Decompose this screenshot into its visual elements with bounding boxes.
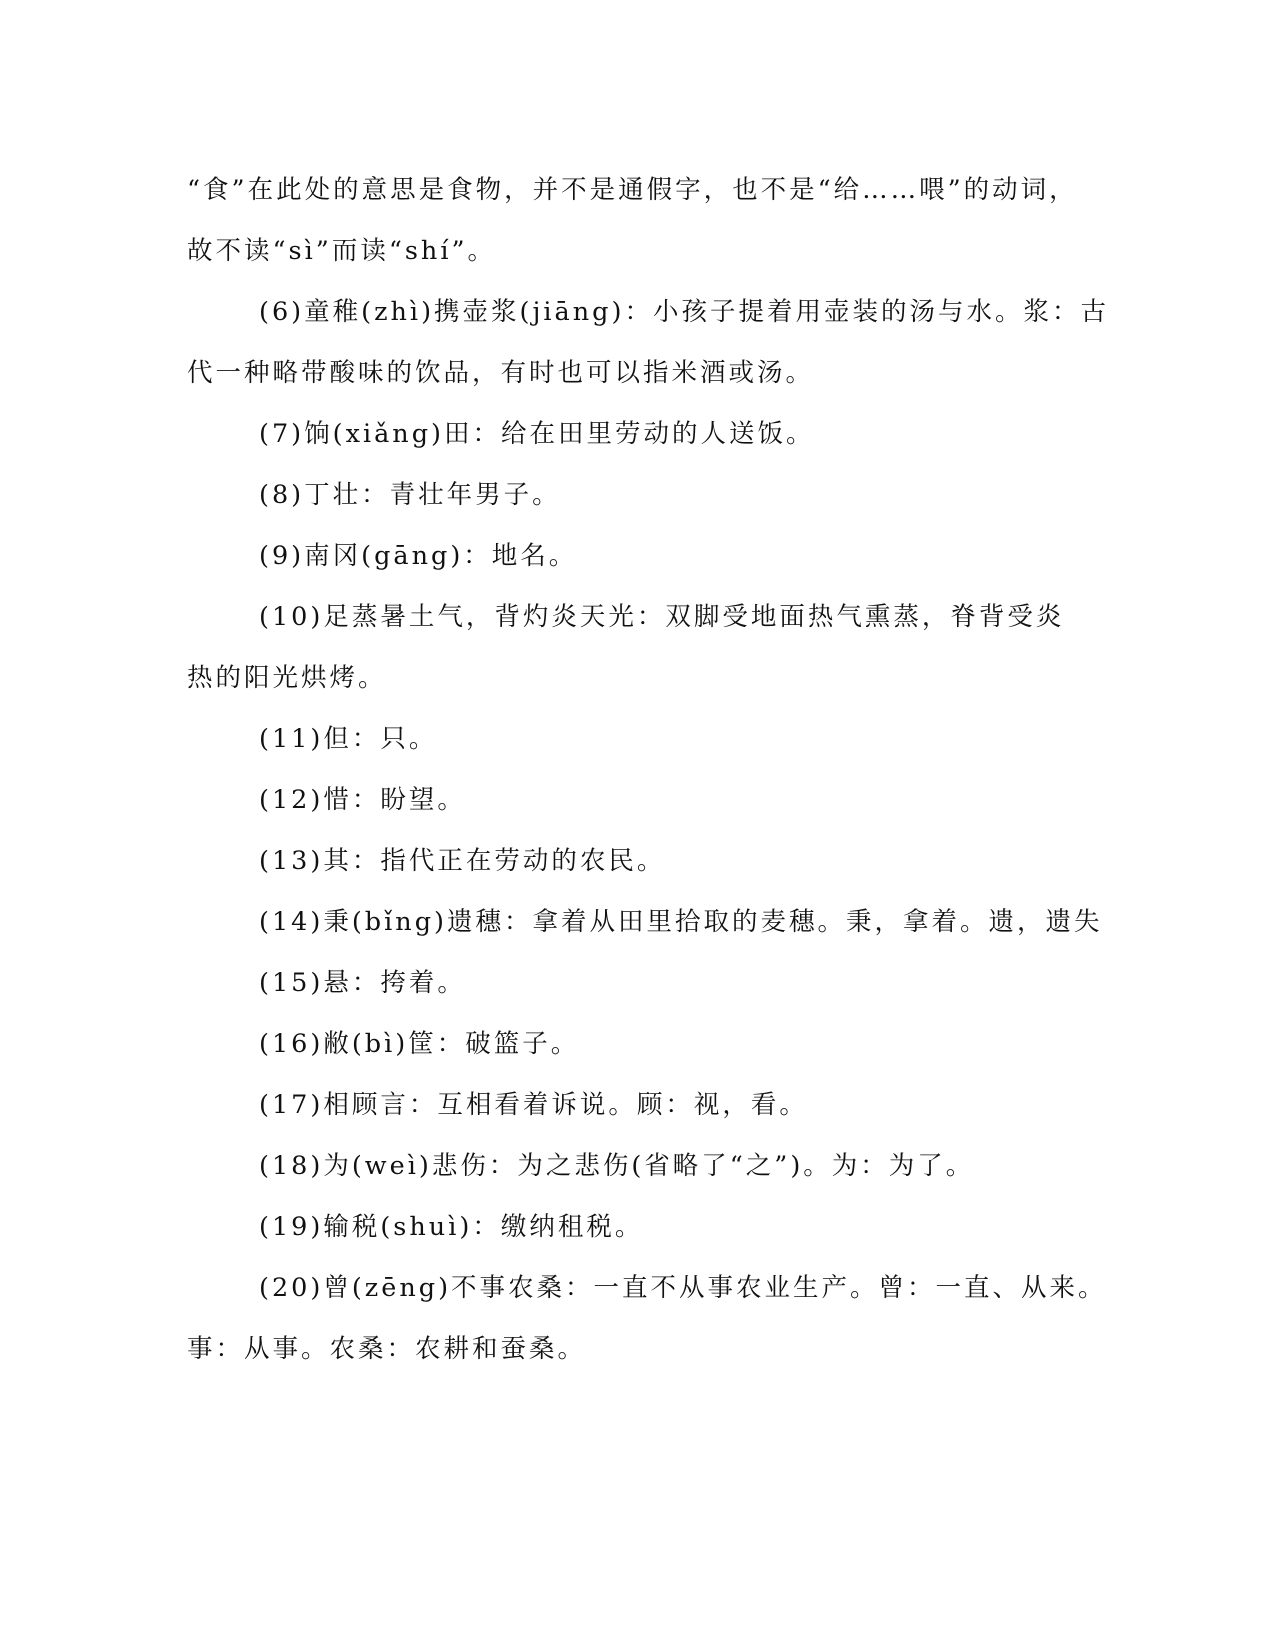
text-line: 故不读“sì”而读“shí”。 xyxy=(187,236,497,266)
annotation-item-10: (10)足蒸暑土气，背灼炎天光：双脚受地面热气熏蒸，脊背受炎 xyxy=(259,602,1065,632)
annotation-text xyxy=(187,160,1109,1380)
annotation-item-16: (16)敝(bì)筐：破篮子。 xyxy=(259,1029,580,1059)
text-line: “食”在此处的意思是食物，并不是通假字，也不是“给……喂”的动词， xyxy=(187,175,1078,205)
annotation-item-12: (12)惜：盼望。 xyxy=(259,785,466,815)
annotation-item-15: (15)悬：挎着。 xyxy=(259,968,466,998)
text-line: 热的阳光烘烤。 xyxy=(187,663,387,693)
annotation-item-11: (11)但：只。 xyxy=(259,724,438,754)
text-line: 代一种略带酸味的饮品，有时也可以指米酒或汤。 xyxy=(187,358,815,388)
annotation-item-20: (20)曾(zēng)不事农桑：一直不从事农业生产。曾：一直、从来。 xyxy=(259,1273,1107,1303)
annotation-item-13: (13)其：指代正在劳动的农民。 xyxy=(259,846,666,876)
annotation-item-9: (9)南冈(gāng)：地名。 xyxy=(259,541,578,571)
text-line: 事：从事。农桑：农耕和蚕桑。 xyxy=(187,1334,587,1364)
annotation-item-7: (7)饷(xiǎng)田：给在田里劳动的人送饭。 xyxy=(259,419,815,449)
annotation-item-18: (18)为(weì)悲伤：为之悲伤(省略了“之”)。为：为了。 xyxy=(259,1151,975,1181)
annotation-item-19: (19)输税(shuì)：缴纳租税。 xyxy=(259,1212,644,1242)
annotation-item-8: (8)丁壮：青壮年男子。 xyxy=(259,480,561,510)
annotation-item-6: (6)童稚(zhì)携壶浆(jiāng)：小孩子提着用壶装的汤与水。浆：古 xyxy=(259,297,1109,327)
annotation-item-17: (17)相顾言：互相看着诉说。顾：视，看。 xyxy=(259,1090,808,1120)
annotation-item-14: (14)秉(bǐng)遗穗：拿着从田里拾取的麦穗。秉，拿着。遗，遗失 xyxy=(259,907,1103,937)
